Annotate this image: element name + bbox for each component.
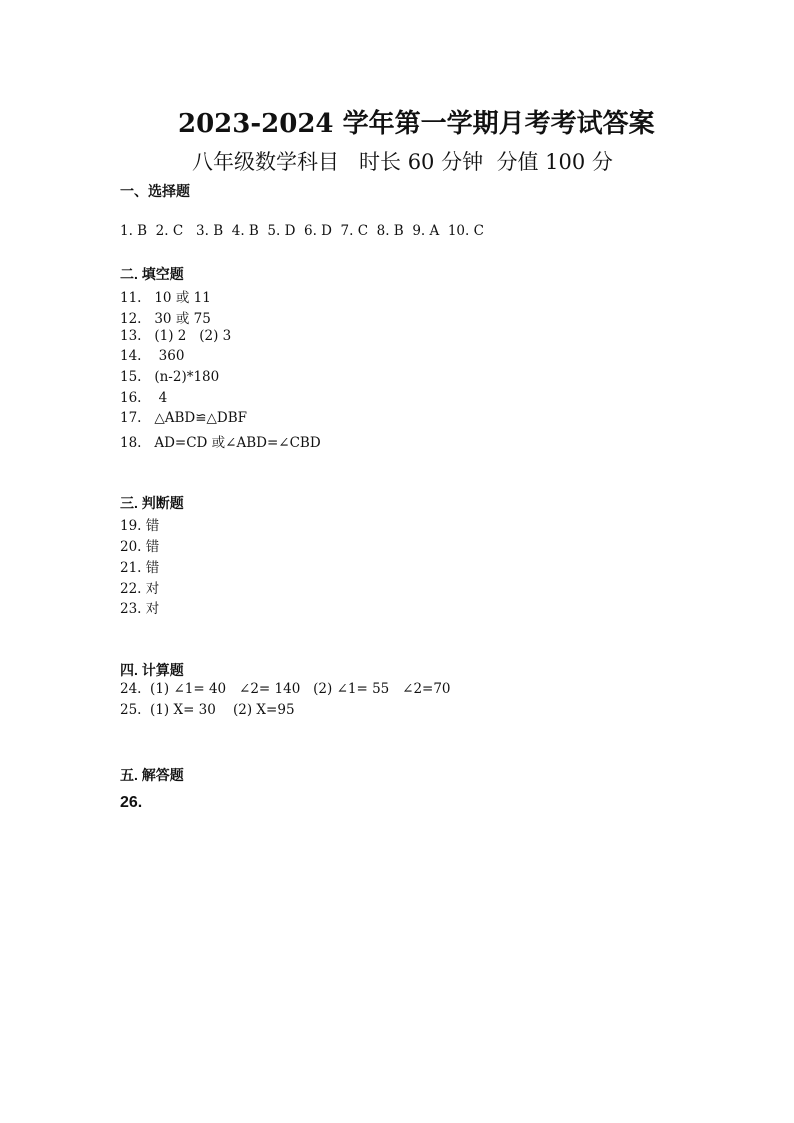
list-item: 23. 对 <box>120 601 160 617</box>
choice-answers: 1. B 2. C 3. B 4. B 5. D 6. D 7. C 8. B 9. A 10. C <box>120 223 484 239</box>
section-heading-choice: 一、选择题 <box>120 183 190 199</box>
list-item: 24. (1) ∠1= 40 ∠2= 140 (2) ∠1= 55 ∠2=70 <box>120 681 451 697</box>
section-heading-judge: 三. 判断题 <box>120 495 184 511</box>
list-item: 21. 错 <box>120 560 160 576</box>
question-26-number: 26. <box>120 794 143 811</box>
list-item: 17. △ABD≌△DBF <box>120 410 248 426</box>
list-item: 19. 错 <box>120 518 160 534</box>
section-heading-calc: 四. 计算题 <box>120 662 184 678</box>
list-item: 15. (n-2)*180 <box>120 369 220 385</box>
list-item: 12. 30 或 75 <box>120 311 211 327</box>
section-heading-fill: 二. 填空题 <box>120 266 184 282</box>
list-item: 22. 对 <box>120 581 160 597</box>
list-item: 18. AD=CD 或∠ABD=∠CBD <box>120 435 321 451</box>
list-item: 16. 4 <box>120 390 168 406</box>
list-item: 20. 错 <box>120 539 160 555</box>
list-item: 13. (1) 2 (2) 3 <box>120 328 232 344</box>
list-item: 14. 360 <box>120 348 185 364</box>
page-subtitle: 八年级数学科目 时长 60 分钟 分值 100 分 <box>192 150 613 174</box>
list-item: 11. 10 或 11 <box>120 290 211 306</box>
section-heading-solve: 五. 解答题 <box>120 767 184 783</box>
page-title: 2023-2024 学年第一学期月考考试答案 <box>178 109 655 139</box>
list-item: 25. (1) X= 30 (2) X=95 <box>120 702 295 718</box>
